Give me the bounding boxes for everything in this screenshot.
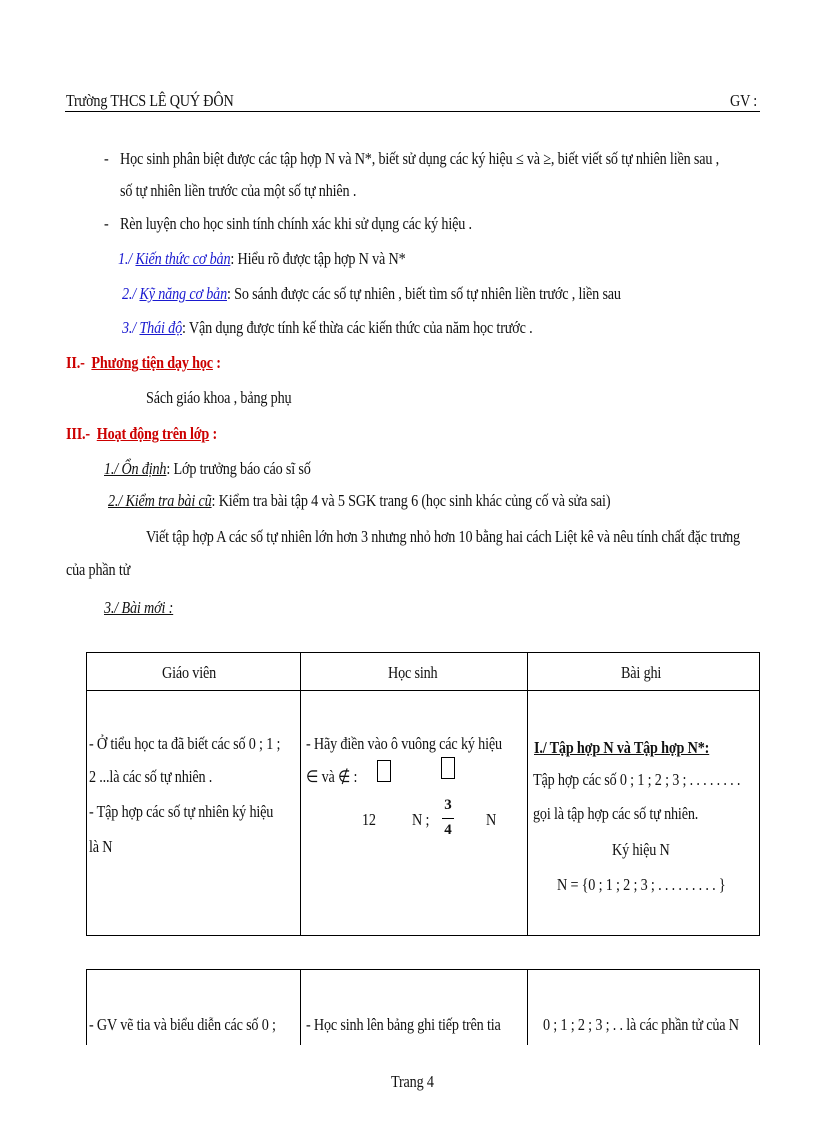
section-3-heading [66,424,217,444]
header-student: Học sinh [388,663,438,682]
table-header-divider [86,690,760,691]
notes-title: I./ Tập hợp N và Tập hợp N*: [534,738,710,757]
attitude-item [122,318,532,338]
skill-title: Kỹ năng cơ bản [139,284,228,303]
objective-2: Rèn luyện cho học sinh tính chính xác khi sử dụng các ký hiệu . [120,214,472,233]
column-divider [300,652,301,936]
notes-line-3: Ký hiệu N [612,840,670,859]
notes-line-4: N = {0 ; 1 ; 2 ; 3 ; . . . . . . . . . } [557,875,726,894]
student-row-2: - Học sinh lên bảng ghi tiếp trên tia [306,1015,501,1034]
attitude-text: : Vận dụng được tính kế thừa các kiến thức của năm học trước . [182,318,533,337]
section-2-heading [66,353,221,373]
exercise-line-1: Viết tập hợp A các số tự nhiên lớn hơn 3 nhưng nhỏ hơn 10 bằng hai cách Liệt kê và nêu tính chất đặc trưng [146,527,740,546]
number-12: 12 [362,810,376,829]
notes-row-2: 0 ; 1 ; 2 ; 3 ; . . là các phần tử của N [543,1015,739,1034]
step-2 [108,491,610,511]
section-3-title: Hoạt động trên lớp [96,424,210,443]
set-n-2: N [486,810,497,829]
set-n-1: N ; [412,810,430,829]
skill-item [122,284,621,304]
attitude-number: 3./ [122,318,137,337]
step-3-title: 3./ Bài mới : [104,598,174,617]
section-2-text: Sách giáo khoa , bảng phụ [146,388,292,407]
fraction-denominator: 4 [444,822,452,838]
step-2-text: : Kiểm tra bài tập 4 và 5 SGK trang 6 (học sinh khác củng cố và sửa sai) [211,491,611,510]
fraction-bar [442,818,454,819]
answer-box-2[interactable] [441,757,455,779]
bullet-dash: - [104,149,109,168]
column-divider [527,969,528,1045]
step-2-title: 2./ Kiểm tra bài cũ [108,491,212,510]
teacher-row-2: - GV vẽ tia và biểu diễn các số 0 ; [89,1015,276,1034]
objective-1-line-2: số tự nhiên liền trước của một số tự nhiên . [120,181,357,200]
attitude-title: Thái độ [139,318,183,337]
teacher-line-1: - Ở tiểu học ta đã biết các số 0 ; 1 ; [89,734,281,753]
header-rule [65,111,760,112]
knowledge-number: 1./ [118,249,133,268]
teacher-line-3: - Tập hợp các số tự nhiên ký hiệu [89,802,274,821]
knowledge-title: Kiến thức cơ bản [135,249,231,268]
skill-number: 2./ [122,284,137,303]
column-divider [300,969,301,1045]
section-2-number: II.- [66,353,85,372]
fraction-numerator: 3 [444,797,452,813]
teacher-line-4: là N [89,837,113,856]
objective-1-line-1: Học sinh phân biệt được các tập hợp N và N*, biết sử dụng các ký hiệu ≤ và ≥, biết viết số tự nhiên liền sau , [120,149,720,168]
teacher-line-2: 2 ...là các số tự nhiên . [89,767,213,786]
page-number: Trang 4 [391,1072,434,1091]
section-2-colon: : [216,353,221,372]
section-3-number: III.- [66,424,90,443]
notes-line-2: gọi là tập hợp các số tự nhiên. [533,804,699,823]
answer-box-1[interactable] [377,760,391,782]
header-notes: Bài ghi [621,663,662,682]
teacher-label: GV : [730,91,758,110]
skill-text: : So sánh được các số tự nhiên , biết tìm số tự nhiên liền trước , liền sau [227,284,621,303]
exercise-line-2: của phần tử [66,560,131,579]
step-1-title: 1./ Ổn định [104,459,167,478]
student-line-1: - Hãy điền vào ô vuông các ký hiệu [306,734,502,753]
bullet-dash: - [104,214,109,233]
school-name: Trường THCS LÊ QUÝ ĐÔN [66,91,234,110]
knowledge-text: : Hiểu rõ được tập hợp N và N* [230,249,406,268]
knowledge-item [118,249,406,269]
column-divider [527,652,528,936]
notes-line-1: Tập hợp các số 0 ; 1 ; 2 ; 3 ; . . . . . . . . [533,770,741,789]
step-1-text: : Lớp trưởng báo cáo sĩ số [166,459,311,478]
header-teacher: Giáo viên [162,663,217,682]
step-1 [104,459,311,479]
section-3-colon: : [212,424,218,443]
student-line-2: ∈ và ∉ : [306,767,358,786]
section-2-title: Phương tiện dạy học [91,353,213,372]
